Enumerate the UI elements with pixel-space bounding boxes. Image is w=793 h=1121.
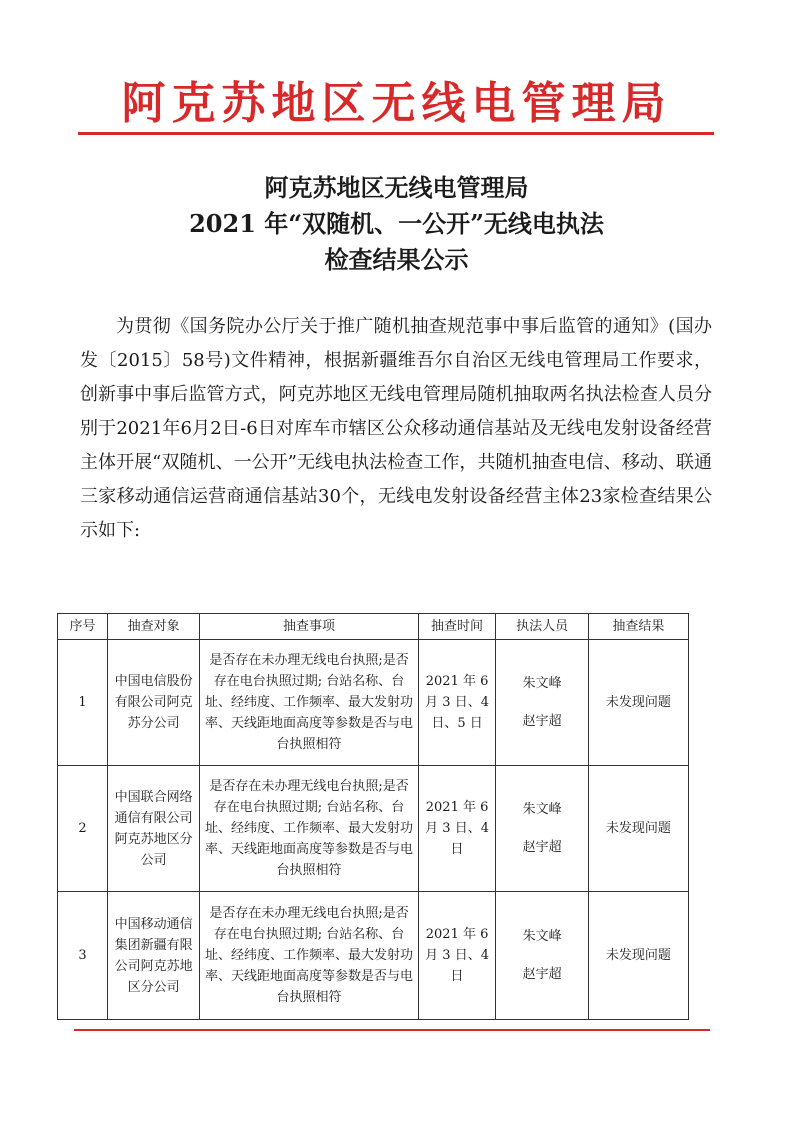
cell-result: 未发现问题 bbox=[588, 892, 688, 1020]
header-target: 抽查对象 bbox=[107, 614, 199, 640]
cell-staff bbox=[496, 640, 588, 766]
cell-items: 是否存在未办理无线电台执照;是否存在电台执照过期; 台站名称、台址、经纬度、工作频率、最大发射功率、天线距地面高度等参数是否与电台执照相符 bbox=[200, 766, 418, 892]
footer-red-rule bbox=[74, 1029, 710, 1031]
document-title-line-2: 2021 年“双随机、一公开”无线电执法 bbox=[189, 209, 604, 238]
letterhead-red-rule bbox=[78, 132, 714, 135]
cell-items: 是否存在未办理无线电台执照;是否存在电台执照过期; 台站名称、台址、经纬度、工作频率、最大发射功率、天线距地面高度等参数是否与电台执照相符 bbox=[200, 640, 418, 766]
staff-name-1: 朱文峰 bbox=[522, 675, 562, 691]
header-time: 抽查时间 bbox=[418, 614, 496, 640]
cell-result: 未发现问题 bbox=[588, 640, 688, 766]
table-row bbox=[58, 640, 689, 766]
inspection-results-table bbox=[57, 613, 689, 1020]
cell-time: 2021 年 6 月 3 日、4 日 bbox=[418, 892, 496, 1020]
cell-target: 中国电信股份有限公司阿克苏分公司 bbox=[107, 640, 199, 766]
header-no: 序号 bbox=[58, 614, 108, 640]
staff-name-2: 赵宇超 bbox=[522, 839, 562, 855]
cell-staff bbox=[496, 766, 588, 892]
staff-name-2: 赵宇超 bbox=[522, 713, 562, 729]
document-title-line-1: 阿克苏地区无线电管理局 bbox=[264, 173, 529, 202]
header-staff: 执法人员 bbox=[496, 614, 588, 640]
header-items: 抽查事项 bbox=[200, 614, 418, 640]
cell-no: 2 bbox=[58, 766, 108, 892]
cell-result: 未发现问题 bbox=[588, 766, 688, 892]
body-paragraph: 为贯彻《国务院办公厅关于推广随机抽查规范事中事后监管的通知》(国办发〔2015〕58号)文件精神，根据新疆维吾尔自治区无线电管理局工作要求，创新事中事后监管方式，阿克苏地区无线电管理局随机抽取两名执法检查人员分别于2021年6月2日-6日对库车市辖区公众移动通信基站及无线电发射设备经营主体开展“双随机、一公开”无线电执法检查工作，共随机抽查电信、移动、联通三家移动通信运营商通信基站30个，无线电发射设备经营主体23家检查结果公示如下: bbox=[80, 316, 712, 541]
cell-items: 是否存在未办理无线电台执照;是否存在电台执照过期; 台站名称、台址、经纬度、工作频率、最大发射功率、天线距地面高度等参数是否与电台执照相符 bbox=[200, 892, 418, 1020]
header-result: 抽查结果 bbox=[588, 614, 688, 640]
cell-staff bbox=[496, 892, 588, 1020]
staff-name-1: 朱文峰 bbox=[522, 801, 562, 817]
cell-time: 2021 年 6 月 3 日、4 日、5 日 bbox=[418, 640, 496, 766]
letterhead-title: 阿克苏地区无线电管理局 bbox=[121, 78, 672, 129]
staff-name-1: 朱文峰 bbox=[522, 928, 562, 944]
cell-target: 中国联合网络通信有限公司阿克苏地区分公司 bbox=[107, 766, 199, 892]
staff-name-2: 赵宇超 bbox=[522, 966, 562, 982]
table-row bbox=[58, 892, 689, 1020]
cell-time: 2021 年 6 月 3 日、4 日 bbox=[418, 766, 496, 892]
document-title-line-3: 检查结果公示 bbox=[324, 245, 469, 274]
table-header-row bbox=[58, 614, 689, 640]
table-row bbox=[58, 766, 689, 892]
cell-no: 3 bbox=[58, 892, 108, 1020]
cell-no: 1 bbox=[58, 640, 108, 766]
cell-target: 中国移动通信集团新疆有限公司阿克苏地区分公司 bbox=[107, 892, 199, 1020]
